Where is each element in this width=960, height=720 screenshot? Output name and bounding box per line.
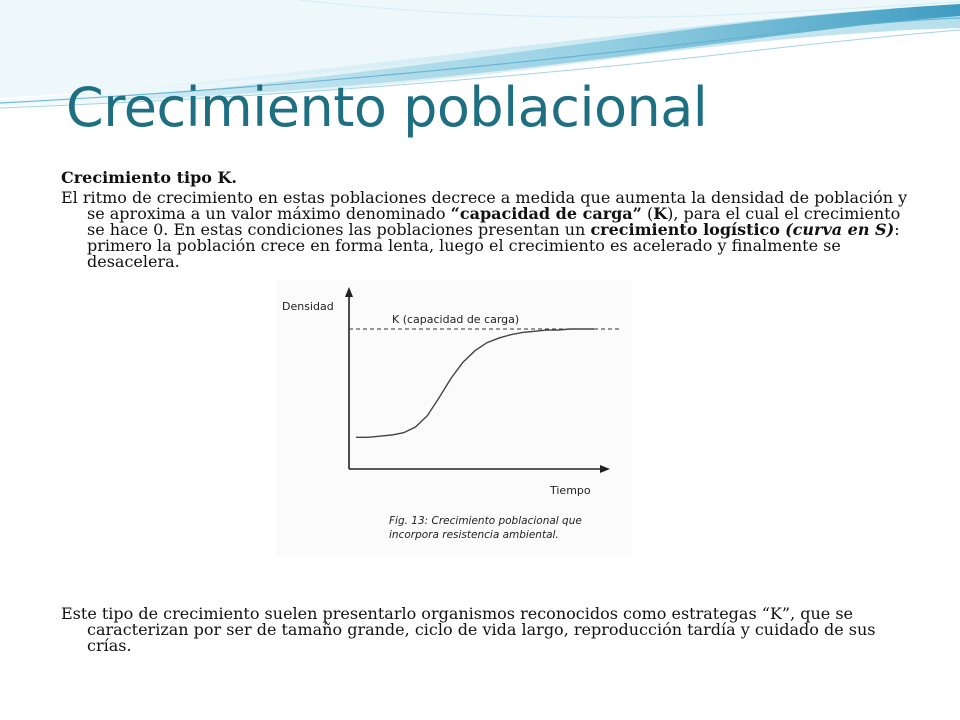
term-capacidad-de-carga: “capacidad de carga” <box>450 204 642 223</box>
logistic-s-curve <box>356 329 594 437</box>
term-crecimiento-logistico: crecimiento logístico <box>590 220 780 239</box>
paragraph-text: El ritmo de crecimiento en estas poblaciones decrece a medida que aumenta la densidad de población y se aproxima a un valor máximo denominado <box>61 188 908 223</box>
figure-caption-line2: incorpora resistencia ambiental. <box>389 529 559 541</box>
paragraph-text: ), para el cual el crecimiento se hace 0. En estas condiciones las poblaciones presentan un <box>87 204 901 239</box>
subheading: Crecimiento tipo K. <box>61 168 237 187</box>
x-axis-arrow-icon <box>600 465 610 473</box>
paragraph-estrategas-k: Este tipo de crecimiento suelen presentarlo organismos reconocidos como estrategas “K”, que se caracterizan por ser de tamaño grande, ciclo de vida largo, reproducción tardía y cuidado de sus crías. <box>61 604 876 655</box>
paragraph-text: ( <box>641 204 654 223</box>
y-axis-arrow-icon <box>345 287 353 297</box>
k-line-label: K (capacidad de carga) <box>392 313 520 326</box>
term-curva-en-s: (curva en S) <box>785 220 895 239</box>
figure-caption-line1: Fig. 13: Crecimiento poblacional que <box>389 515 582 527</box>
figure-logistic-growth <box>276 279 632 557</box>
slide-title: Crecimiento poblacional <box>66 76 708 139</box>
term-k: K <box>653 204 668 223</box>
paragraph-crecimiento-k <box>61 190 911 270</box>
logistic-growth-chart <box>276 279 632 557</box>
paragraph-text: : primero la población crece en forma lenta, luego el crecimiento es acelerado y finalmente se desacelera. <box>87 220 900 271</box>
x-axis-label: Tiempo <box>550 484 591 497</box>
y-axis-label: Densidad <box>282 300 334 313</box>
